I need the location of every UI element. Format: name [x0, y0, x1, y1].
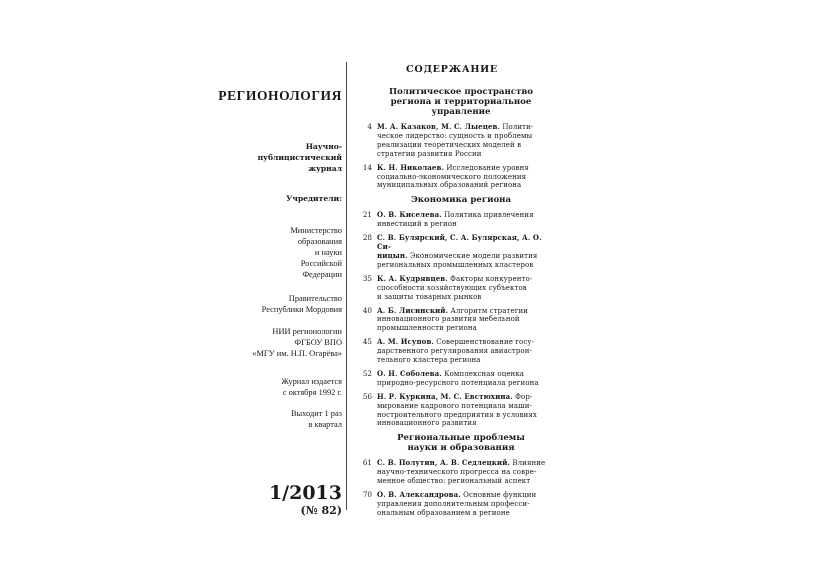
entry-line [377, 393, 552, 402]
entry-title-start: Факторы конкурентo- [447, 274, 533, 283]
text-line: Российской [300, 259, 342, 268]
entry-line [377, 459, 552, 468]
entry-line [377, 307, 552, 316]
page-number: 14 [362, 162, 372, 172]
text-line: с октября 1992 г. [282, 388, 342, 397]
entry-line: социально-экономического положения [377, 172, 527, 181]
text-line: в квартал [308, 420, 342, 429]
entry-authors: С. В. Булярский, С. А. Булярская, А. О. Си- [377, 233, 542, 252]
entry-title-start: Совершенствование госу- [433, 338, 535, 347]
entry-text [377, 459, 552, 486]
toc-title: СОДЕРЖАНИЕ [406, 64, 498, 75]
section-heading [352, 87, 552, 117]
issue-number: 1/2013 [268, 482, 342, 504]
entry-line: муниципальных образований региона [377, 181, 522, 190]
entry-text [377, 491, 552, 518]
page-number: 45 [362, 337, 372, 347]
founder-government [200, 293, 342, 315]
text-line: публицистический [257, 153, 342, 162]
entry-authors: К. Н. Николаев. [377, 162, 444, 172]
toc-entry [352, 123, 552, 159]
text-line: образования [297, 237, 342, 246]
column-divider [346, 62, 347, 510]
entry-line [377, 211, 552, 220]
page-number: 4 [367, 122, 372, 131]
text-line: Министерство [290, 226, 342, 235]
entry-authors: К. А. Кудрявцев. [377, 273, 448, 283]
entry-text [377, 275, 552, 302]
entry-text [377, 307, 552, 334]
toc-entry [352, 338, 552, 365]
section-heading-line: региона и территориальное [390, 97, 532, 107]
entry-authors: А. Б. Лисинский. [377, 305, 449, 315]
section-heading-line: Политическое пространство [388, 87, 534, 97]
page-number: 70 [362, 490, 372, 500]
toc-entry [352, 211, 552, 229]
entry-authors: А. М. Исупов. [377, 337, 434, 347]
entry-authors: О. Н. Соболева. [377, 368, 442, 378]
toc-sections [352, 87, 552, 518]
toc-entry [352, 459, 552, 486]
text-line: ФГБОУ ВПО [294, 338, 342, 347]
entry-text [377, 338, 552, 365]
entry-title-start: Политика привлечения [441, 211, 534, 220]
entry-line: инновационного развития [377, 419, 477, 428]
text-line: Выходит 1 раз [290, 409, 342, 418]
entry-line: промышленности региона [377, 324, 477, 333]
frequency-note [200, 408, 342, 430]
entry-line: управления дополнительным професси- [377, 500, 530, 508]
entry-line: научно-технического прогресса на совре- [377, 468, 537, 477]
table-of-contents [352, 64, 552, 523]
entry-line: ностроительного предприятия в условиях [377, 410, 537, 419]
issue-sequence: (№ 82) [300, 504, 342, 517]
founders-label: Учредители: [286, 194, 342, 203]
entry-line: мирование кадрового потенциала маши- [377, 401, 532, 410]
entry-line: и защиты товарных рынков [377, 292, 482, 301]
text-line: Федерации [302, 270, 342, 279]
toc-entry [352, 164, 552, 191]
entry-title-start: Фор- [512, 392, 533, 401]
entry-line [377, 252, 552, 261]
entry-title-start: Алгоритм стратегии [448, 306, 529, 315]
page-number: 21 [362, 210, 372, 220]
entry-text [377, 370, 552, 388]
entry-authors: С. В. Полутин, А. В. Седлецкий. [377, 458, 511, 468]
entry-text [377, 123, 552, 159]
entry-line [377, 164, 552, 173]
entry-line [377, 234, 552, 252]
text-line: и науки [314, 248, 342, 257]
entry-line: способности хозяйствующих субъектов [377, 283, 527, 292]
journal-title: РЕГИОНОЛОГИЯ [218, 88, 342, 103]
page-number: 40 [362, 305, 372, 315]
entry-title-start: Комплексная оценка [441, 369, 525, 378]
entry-line: природно-ресурсного потенциала региона [377, 378, 539, 387]
text-line: Правительство [288, 294, 342, 303]
text-line: Республики Мордовия [261, 305, 342, 314]
toc-section [352, 87, 552, 190]
text-line: журнал [308, 164, 342, 173]
entry-line: стратегии развития России [377, 149, 482, 158]
journal-subtitle [200, 141, 342, 174]
entry-line: региональных промышленных кластеров [377, 260, 534, 269]
entry-title-start: Экономические модели развития [407, 251, 538, 260]
entry-line [377, 338, 552, 347]
entry-line [377, 370, 552, 379]
entry-line: тельного кластера региона [377, 356, 481, 365]
toc-entry [352, 370, 552, 388]
page-number: 61 [362, 458, 372, 468]
entry-line: инновационного развития мебельной [377, 315, 520, 324]
entry-text [377, 164, 552, 191]
entry-line: ональным образованием в регионе [377, 508, 510, 517]
section-heading [352, 433, 552, 453]
page-number: 35 [362, 273, 372, 283]
entry-line [377, 491, 552, 500]
toc-entry [352, 307, 552, 334]
entry-authors-cont: ницын. [377, 250, 408, 260]
entry-line [377, 123, 552, 132]
entry-line: дарственного регулирования авиастрои- [377, 347, 532, 356]
publication-note [200, 376, 342, 398]
toc-section [352, 195, 552, 428]
entry-line: ческое лидерство: сущность и проблемы [377, 131, 533, 140]
section-heading-line: Экономика региона [410, 195, 512, 206]
toc-section [352, 433, 552, 517]
toc-entry [352, 393, 552, 429]
entry-text [377, 234, 552, 270]
text-line: «МГУ им. Н.П. Огарёва» [252, 349, 342, 358]
entry-line: инвестиций в регион [377, 220, 457, 229]
toc-entry [352, 234, 552, 270]
section-heading-line: науки и образования [407, 443, 515, 454]
section-heading [352, 195, 552, 205]
entry-line: менное общество: региональный аспект [377, 477, 531, 486]
toc-entry [352, 491, 552, 518]
entry-authors: О. В. Киселева. [377, 210, 442, 220]
page-number: 52 [362, 368, 372, 378]
entry-line [377, 275, 552, 284]
journal-info-column [200, 88, 342, 430]
entry-text [377, 211, 552, 229]
entry-text [377, 393, 552, 429]
text-line: Журнал издается [281, 377, 342, 386]
text-line: Научно- [305, 142, 342, 151]
entry-title-start: Полити- [500, 123, 534, 131]
section-heading-line: Региональные проблемы [397, 433, 525, 444]
entry-title-start: Влияние [510, 459, 546, 468]
entry-title-start: Основные функции [460, 491, 537, 500]
entry-authors: О. В. Александрова. [377, 490, 461, 500]
founder-ministry [200, 225, 342, 280]
entry-authors: Н. Р. Куркина, М. С. Евстюхина. [377, 391, 513, 401]
entry-line: реализации теоретических моделей в [377, 140, 522, 149]
page-number: 56 [362, 391, 372, 401]
section-heading-line: управление [431, 107, 491, 117]
founder-institute [200, 326, 342, 359]
toc-entry [352, 275, 552, 302]
entry-title-start: Исследование уровня [444, 163, 529, 172]
text-line: НИИ регионологии [272, 327, 342, 336]
issue-block [200, 482, 342, 518]
page-number: 28 [362, 233, 372, 243]
entry-authors: М. А. Казаков, М. С. Лыецев. [377, 122, 501, 131]
